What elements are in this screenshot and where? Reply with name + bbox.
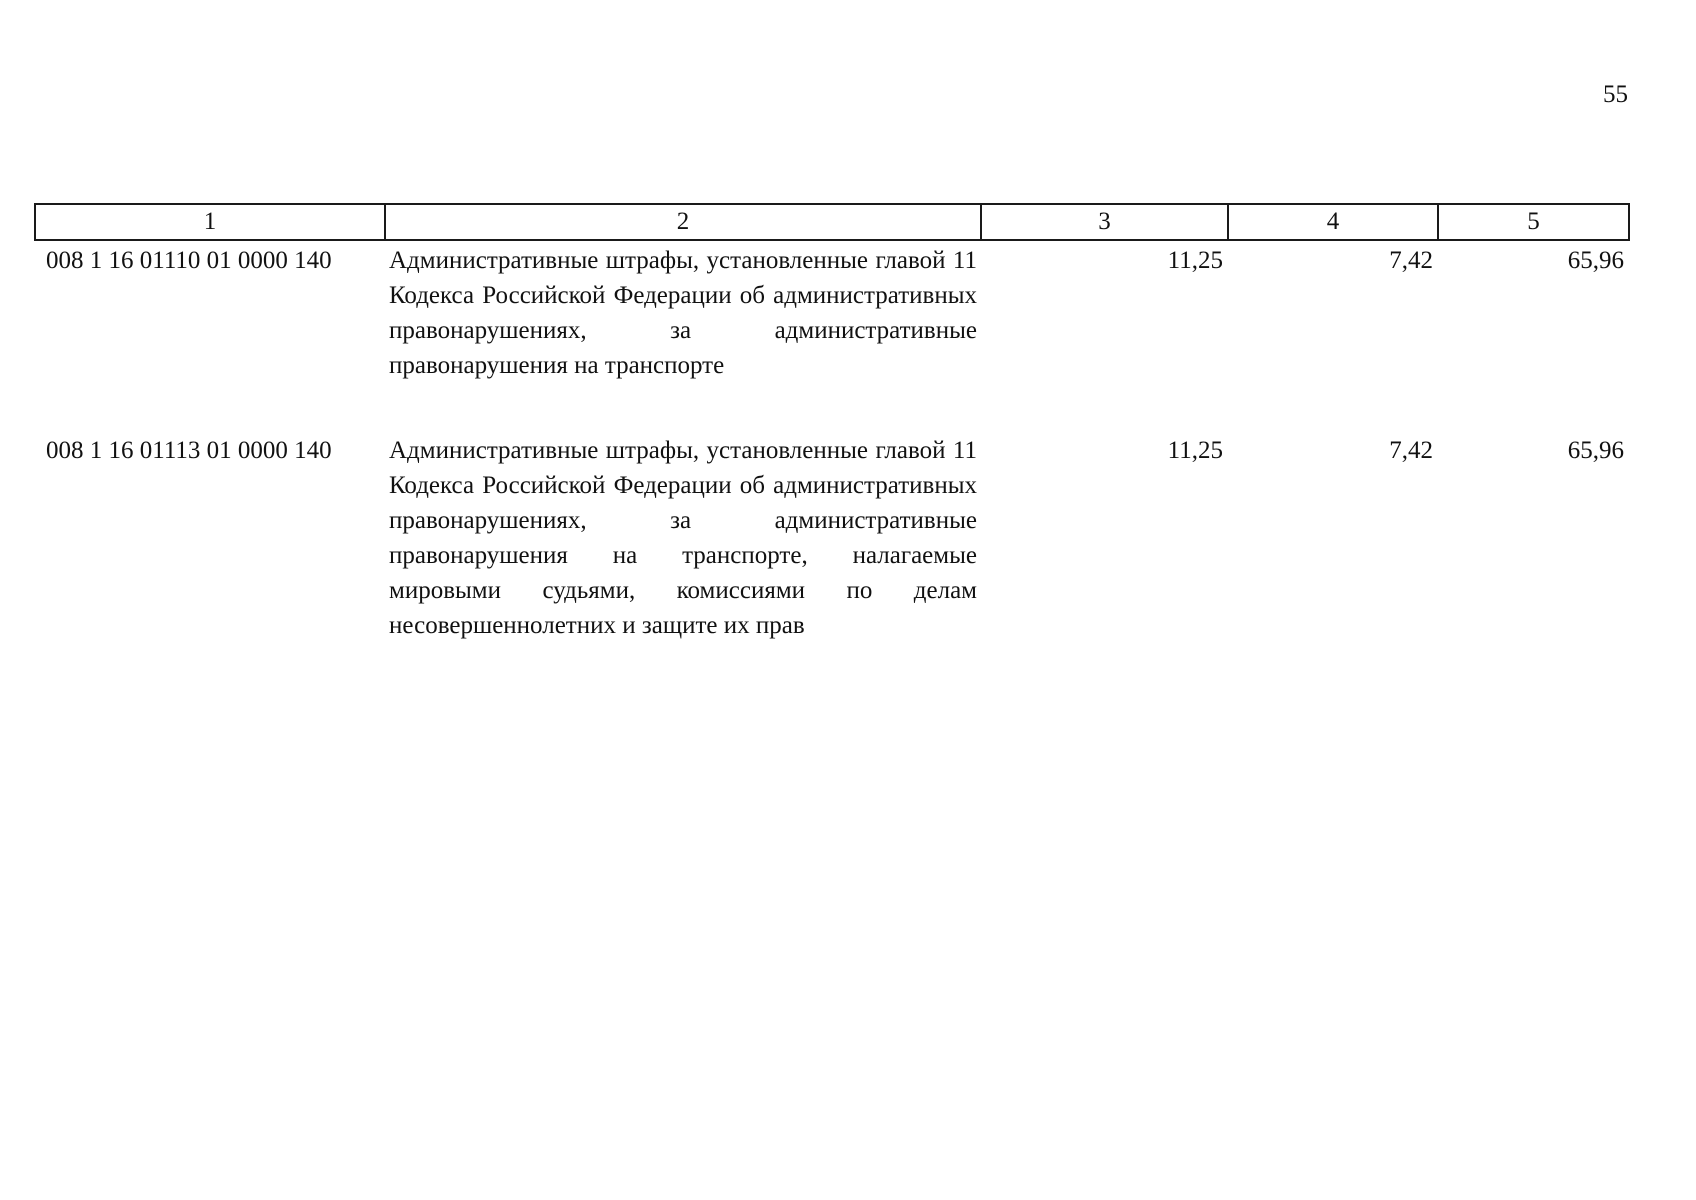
table-body xyxy=(35,240,1629,643)
value-cell-col4: 7,42 xyxy=(1389,437,1433,464)
column-header-4: 4 xyxy=(1228,204,1438,240)
value-cell-col4: 7,42 xyxy=(1389,247,1433,274)
table-header xyxy=(35,204,1629,240)
budget-code-cell: 008 1 16 01113 01 0000 140 xyxy=(46,437,332,464)
value-cell-col5: 65,96 xyxy=(1567,247,1624,274)
value-cell-col5: 65,96 xyxy=(1567,437,1624,464)
description-cell: Административные штрафы, установленные главой 11 Кодекса Российской Федерации об административных правонарушениях, за административные правонарушения на транспорте, налагаемые мировыми судьями, комиссиями по делам несовершеннолетних и защите их прав xyxy=(389,437,977,639)
value-cell-col3: 11,25 xyxy=(1167,437,1223,464)
value-cell-col3: 11,25 xyxy=(1167,247,1223,274)
column-header-2: 2 xyxy=(385,204,981,240)
budget-code-cell: 008 1 16 01110 01 0000 140 xyxy=(46,247,332,274)
column-header-1: 1 xyxy=(35,204,385,240)
table-row xyxy=(35,431,1629,643)
table-header-row xyxy=(35,204,1629,240)
page-number: 55 xyxy=(1603,81,1628,108)
table-row xyxy=(35,240,1629,431)
column-header-5: 5 xyxy=(1438,204,1629,240)
description-cell: Административные штрафы, установленные главой 11 Кодекса Российской Федерации об административных правонарушениях, за административные правонарушения на транспорте xyxy=(389,247,977,379)
column-header-3: 3 xyxy=(981,204,1228,240)
data-table xyxy=(34,203,1630,643)
